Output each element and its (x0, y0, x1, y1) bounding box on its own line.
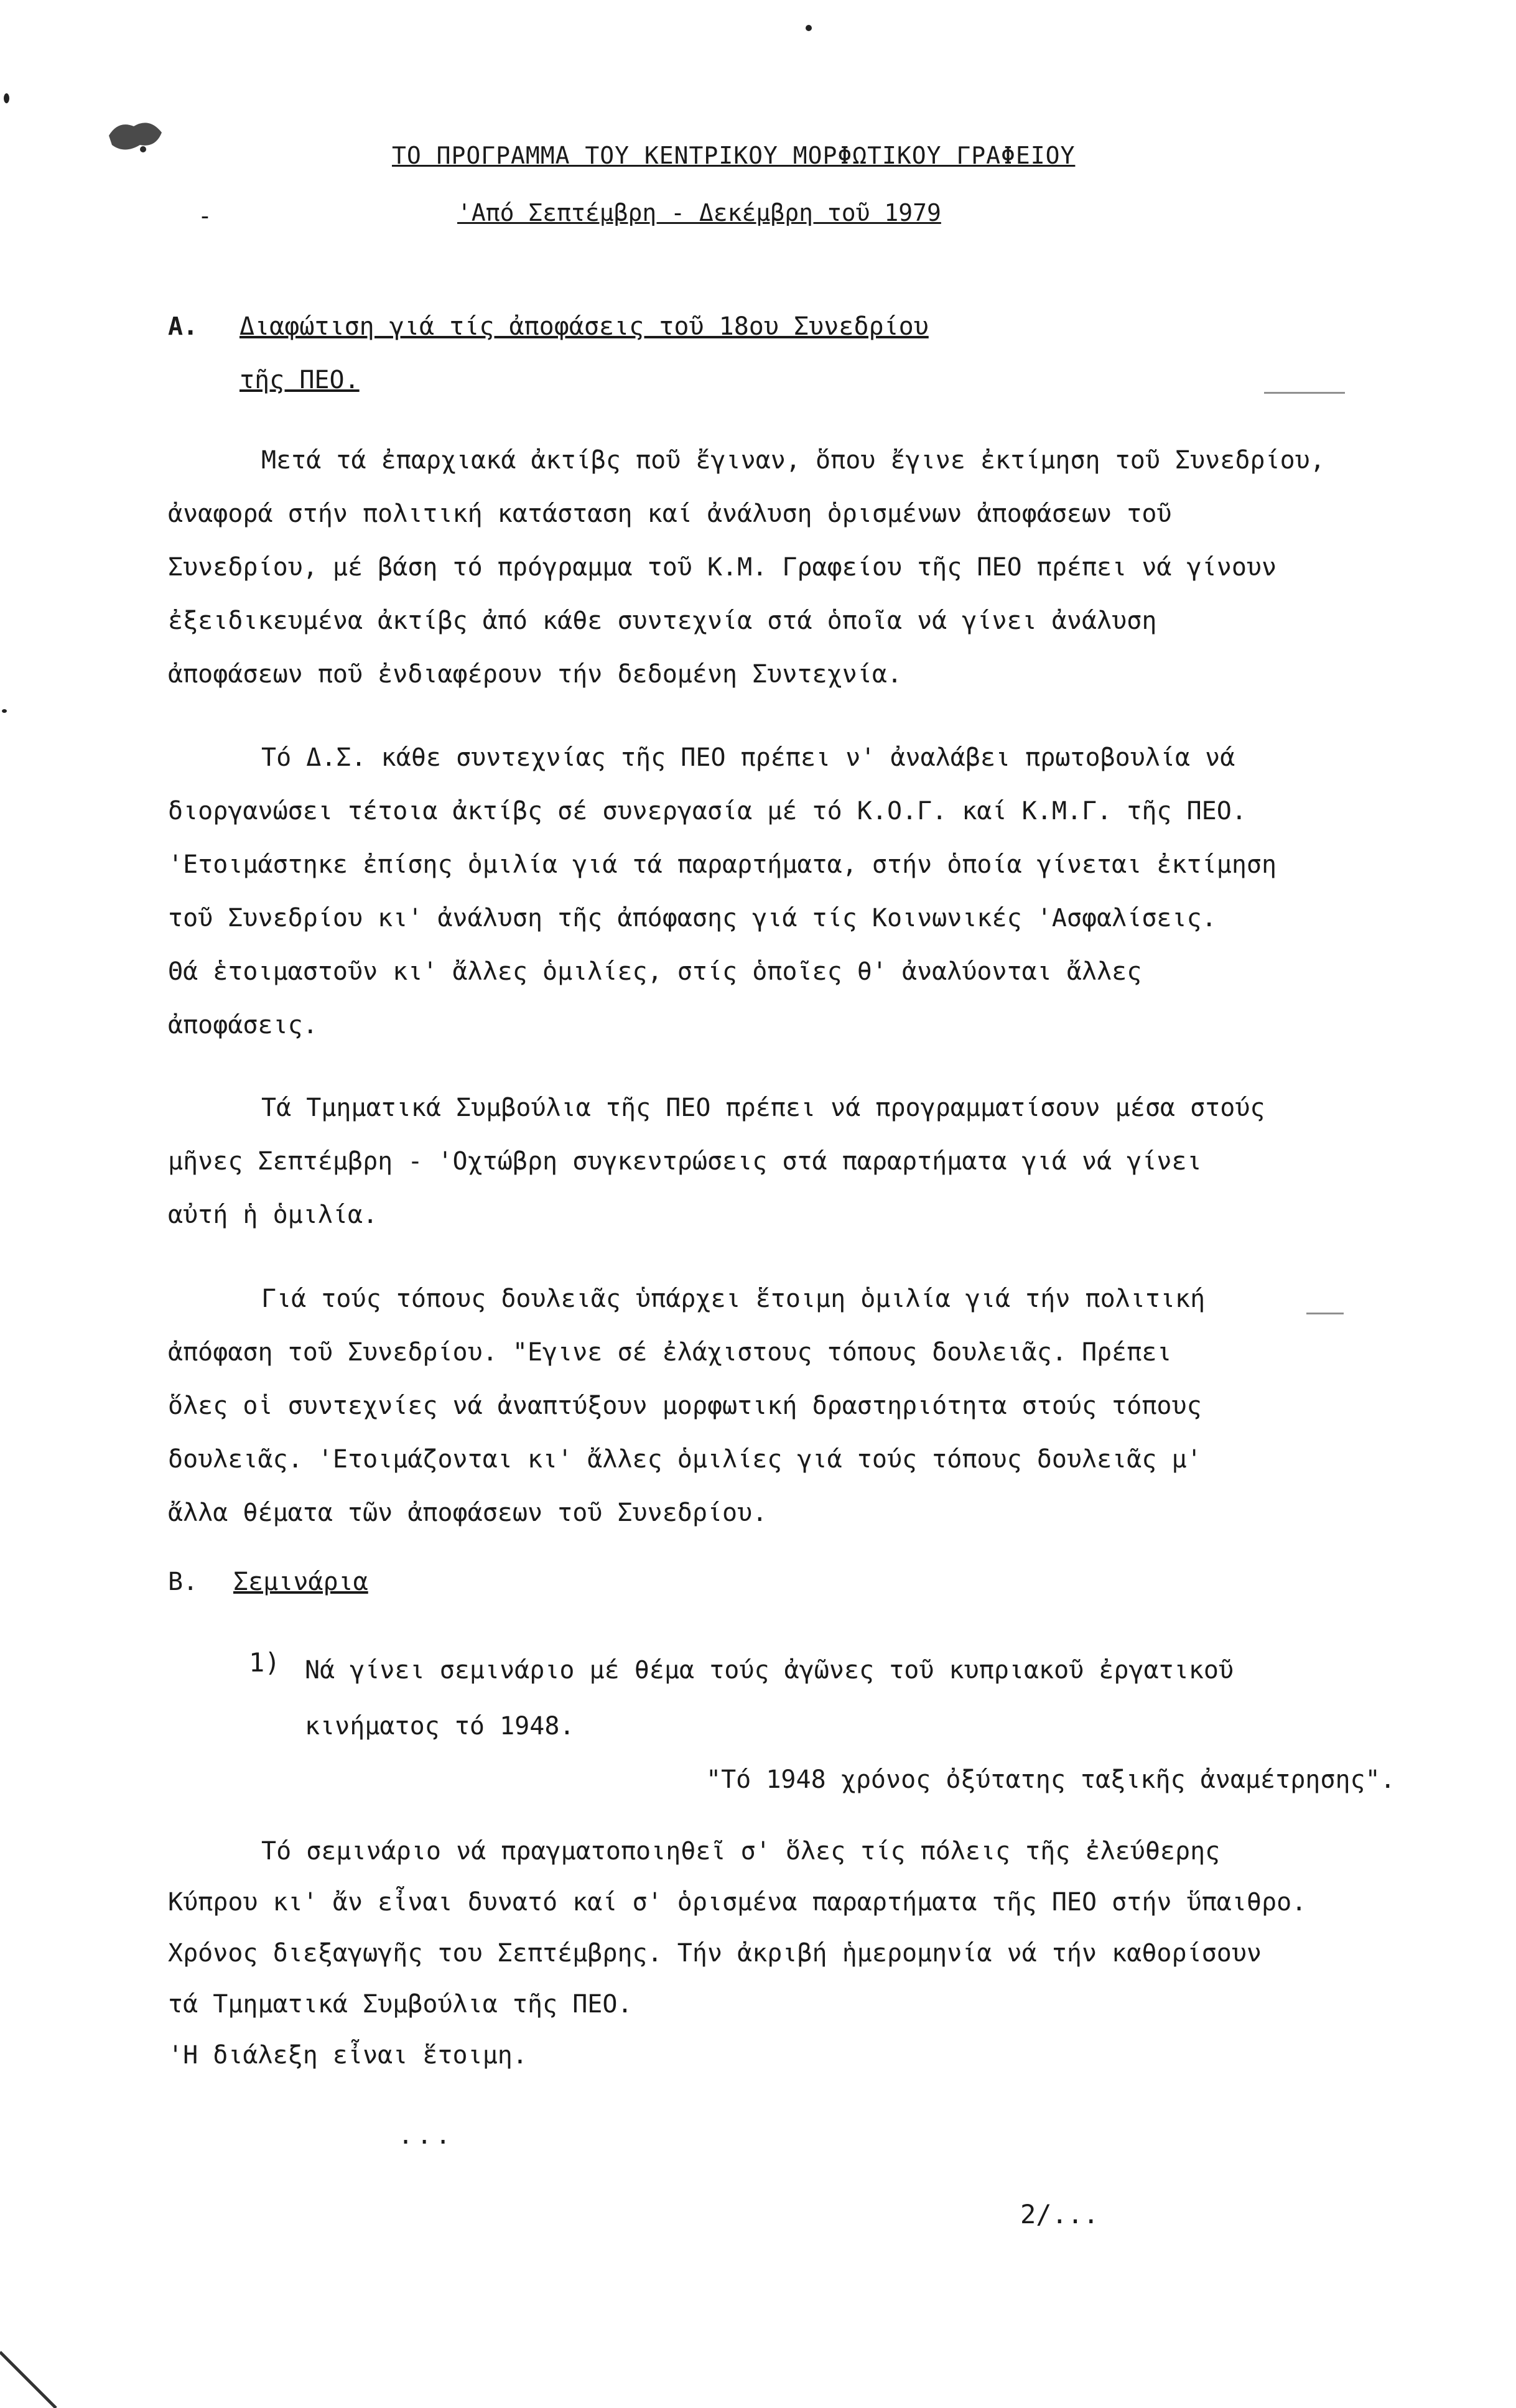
section-a-paragraph-1: Μετά τά ἐπαρχιακά ἀκτίβς ποῦ ἔγιναν, ὅπου ἔγινε ἐκτίμηση τοῦ Συνεδρίου, ἀναφορά στήν πολιτική κατάσταση καί ἀνάλυση ὁρισμένων ἀποφάσεων τοῦ Συνεδρίου, μέ βάση τό πρόγραμμα τοῦ Κ.Μ. Γραφείου τῆς ΠΕΟ πρέπει νά γίνουν ἐξειδικευμένα ἀκτίβς ἀπό κάθε συντεχνία στά ὁποῖα νά γίνει ἀνάλυση ἀποφάσεων ποῦ ἐνδιαφέρουν τήν δεδομένη Συντεχνία. (168, 446, 1325, 689)
section-a-marker: Α. (168, 312, 198, 341)
section-a-paragraph-4: Γιά τούς τόπους δουλειᾶς ὑπάρχει ἕτοιμη ὁμιλία γιά τήν πολιτική ἀπόφαση τοῦ Συνεδρίου. "Εγινε σέ ἐλάχιστους τόπους δουλειᾶς. Πρέπει ὅλες οἱ συντεχνίες νά ἀναπτύξουν μορφωτική δραστηριότητα στούς τόπους δουλειᾶς. 'Ετοιμάζονται κι' ἄλλες ὁμιλίες γιά τούς τόπους δουλειᾶς μ' ἄλλα θέματα τῶν ἀποφάσεων τοῦ Συνεδρίου. (168, 1285, 1206, 1527)
seminar-item-number: 1) (249, 1647, 281, 1678)
section-b-title: Σεμινάρια (233, 1568, 368, 1596)
section-a-title-line1: Διαφώτιση γιά τίς ἀποφάσεις τοῦ 18ου Συνεδρίου (239, 312, 929, 341)
ellipsis-marker: ... (398, 2121, 455, 2150)
section-a-paragraph-3: Τά Τμηματικά Συμβούλια τῆς ΠΕΟ πρέπει νά προγραμματίσουν μέσα στούς μῆνες Σεπτέμβρη - 'Οχτώβρη συγκεντρώσεις στά παραρτήματα γιά νά γίνει αὐτή ἡ ὁμιλία. (168, 1094, 1265, 1229)
scan-speck (2, 709, 7, 713)
scan-speck (1264, 392, 1345, 394)
section-b-marker: Β. (168, 1568, 198, 1596)
corner-scan-mark (0, 2333, 75, 2408)
seminar-quote: "Τό 1948 χρόνος ὀξύτατης ταξικῆς ἀναμέτρησης". (706, 1765, 1395, 1794)
scan-speck (1306, 1313, 1344, 1314)
document-subtitle: 'Από Σεπτέμβρη - Δεκέμβρη τοῦ 1979 (457, 199, 941, 226)
page-continuation: 2/... (1020, 2199, 1099, 2229)
ink-blot-mark (106, 117, 165, 154)
scan-speck (4, 93, 9, 103)
section-a-paragraph-2: Τό Δ.Σ. κάθε συντεχνίας τῆς ΠΕΟ πρέπει ν' ἀναλάβει πρωτοβουλία νά διοργανώσει τέτοια ἀκτίβς σέ συνεργασία μέ τό Κ.Ο.Γ. καί Κ.Μ.Γ. τῆς ΠΕΟ. 'Ετοιμάστηκε ἐπίσης ὁμιλία γιά τά παραρτήματα, στήν ὁποία γίνεται ἐκτίμηση τοῦ Συνεδρίου κι' ἀνάλυση τῆς ἀπόφασης γιά τίς Κοινωνικές 'Ασφαλίσεις. Θά ἑτοιμαστοῦν κι' ἄλλες ὁμιλίες, στίς ὁποῖες θ' ἀναλύονται ἄλλες ἀποφάσεις. (168, 743, 1277, 1039)
seminar-item-text: Νά γίνει σεμινάριο μέ θέμα τούς ἀγῶνες τοῦ κυπριακοῦ ἐργατικοῦ κινήματος τό 1948. (305, 1656, 1234, 1741)
header-dash: - (198, 202, 212, 230)
section-b-paragraph: Τό σεμινάριο νά πραγματοποιηθεῖ σ' ὅλες τίς πόλεις τῆς ἐλεύθερης Κύπρου κι' ἄν εἶναι δυνατό καί σ' ὁρισμένα παραρτήματα τῆς ΠΕΟ στήν ὕπαιθρο. Χρόνος διεξαγωγῆς του Σεπτέμβρης. Τήν ἀκριβή ἡμερομηνία νά τήν καθορίσουν τά Τμηματικά Συμβούλια τῆς ΠΕΟ. 'Η διάλεξη εἶναι ἕτοιμη. (168, 1837, 1307, 2070)
section-a-title-line2: τῆς ΠΕΟ. (239, 366, 360, 394)
scan-speck (806, 25, 812, 31)
document-title: ΤΟ ΠΡΟΓΡΑΜΜΑ ΤΟΥ ΚΕΝΤΡΙΚΟΥ ΜΟΡΦΩΤΙΚΟΥ ΓΡΑΦΕΙΟΥ (392, 142, 1076, 169)
